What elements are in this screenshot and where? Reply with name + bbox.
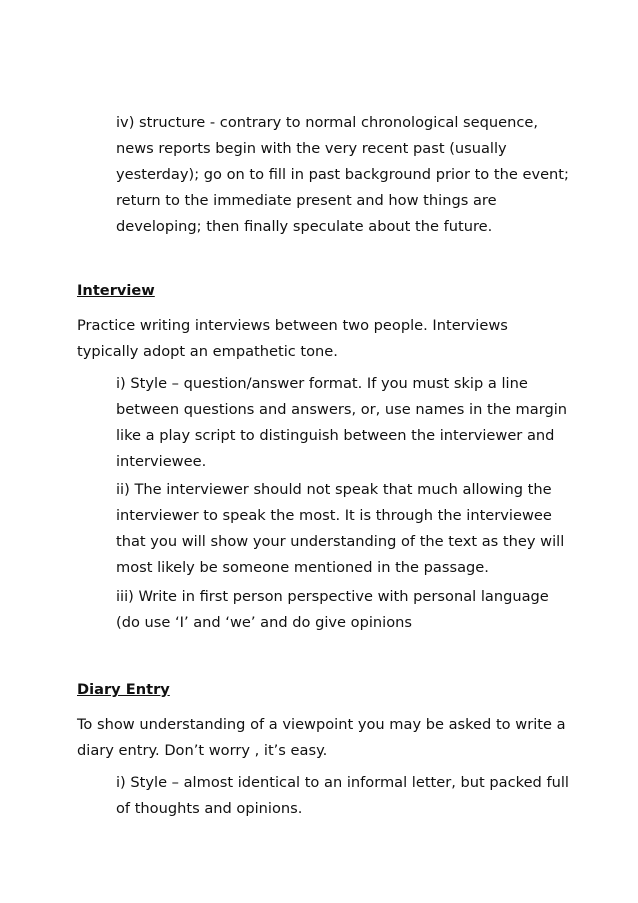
structure-paragraph: iv) structure - contrary to normal chronological sequence, news reports begin with the very recent past (usually yesterday); go on to fill in past background prior to the event; return to the immediate present and how things are developing; then finally speculate about the future.	[116, 114, 569, 235]
interview-point-interviewer: ii) The interviewer should not speak that much allowing the interviewer to speak the most. It is through the interviewee that you will show your understanding of the text as they will most likely be someone mentioned in the passage.	[116, 481, 565, 576]
interview-point-perspective: iii) Write in first person perspective with personal language (do use ‘I’ and ‘we’ and do give opinions	[116, 588, 549, 631]
interview-intro: Practice writing interviews between two people. Interviews typically adopt an empathetic tone.	[77, 317, 508, 360]
diary-point-style: i) Style – almost identical to an informal letter, but packed full of thoughts and opinions.	[116, 774, 569, 817]
interview-heading: Interview	[77, 282, 155, 299]
diary-intro: To show understanding of a viewpoint you may be asked to write a diary entry. Don’t worry , it’s easy.	[77, 716, 566, 759]
interview-point-style: i) Style – question/answer format. If you must skip a line between questions and answers, or, use names in the margin like a play script to distinguish between the interviewer and interviewee.	[116, 375, 568, 470]
diary-heading: Diary Entry	[77, 681, 170, 698]
